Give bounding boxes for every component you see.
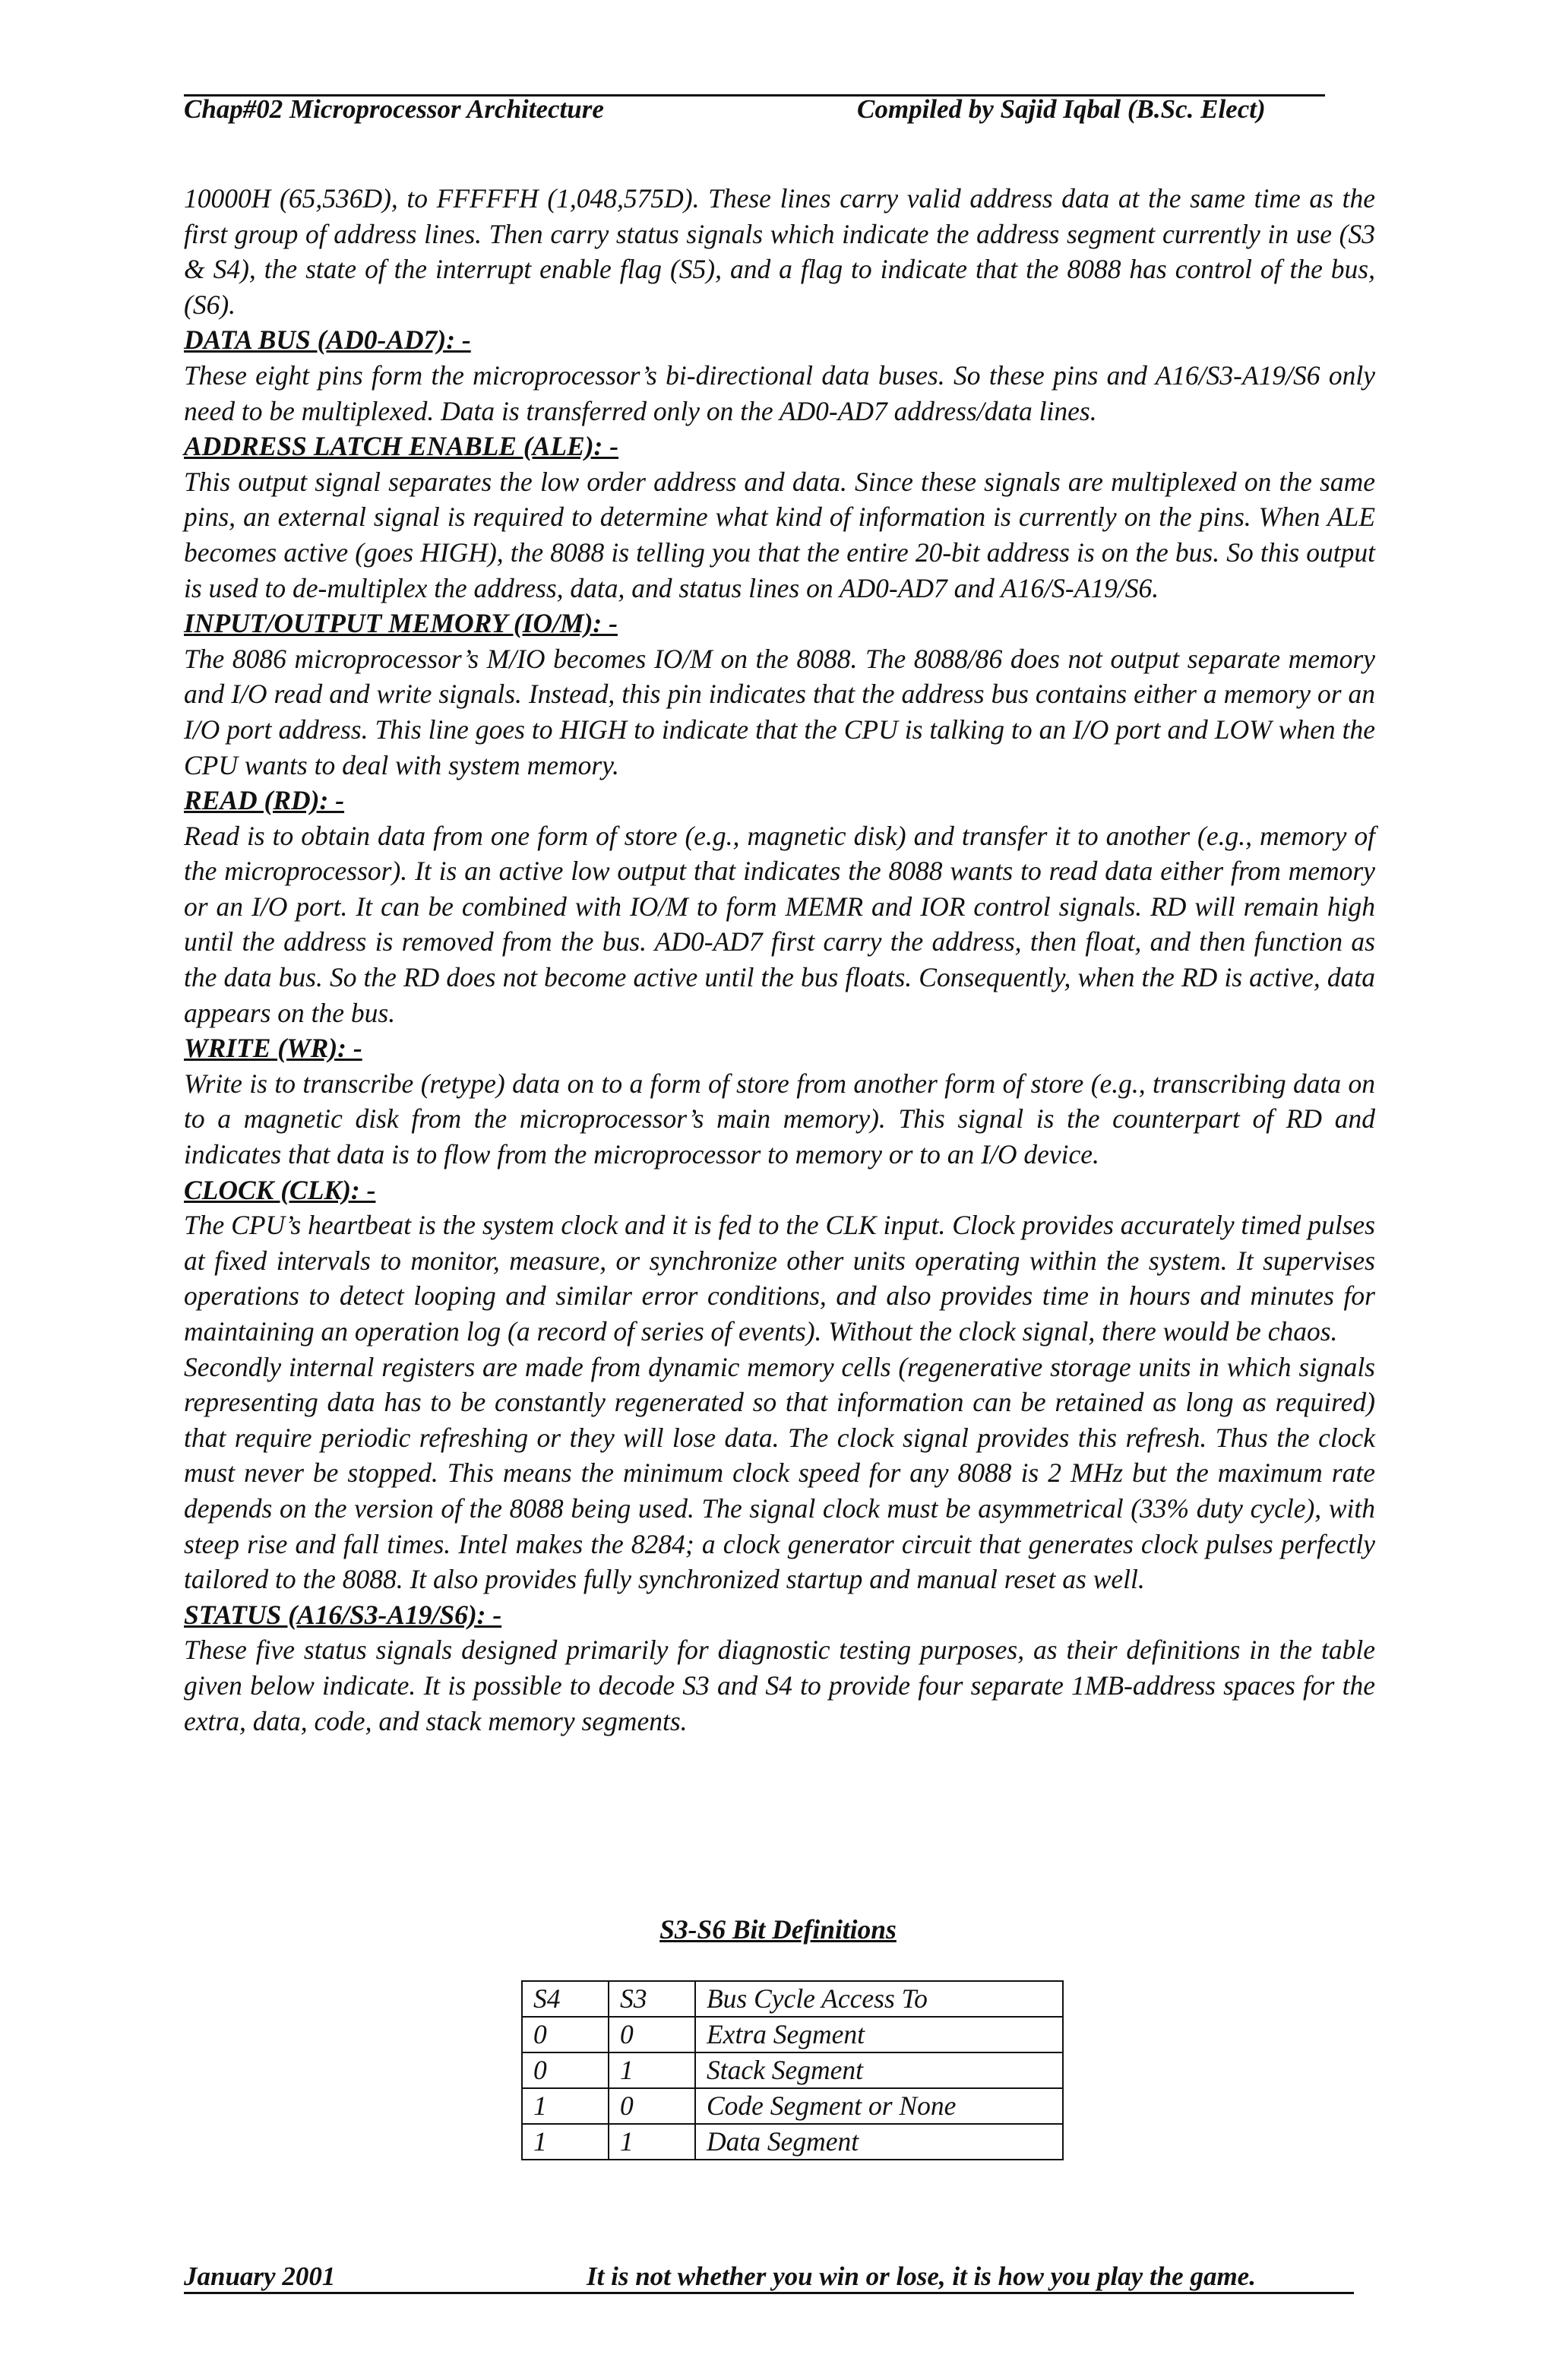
- section-heading: STATUS (A16/S3-A19/S6): -: [184, 1599, 502, 1630]
- table-title: S3-S6 Bit Definitions: [659, 1914, 897, 1945]
- section-paragraph: Secondly internal registers are made from dynamic memory cells (regenerative storage units in which signals representing data has to be constantly regenerated so that information can be retained as long as required) that require periodic refreshing or they will lose data. The clock signal provides this refresh. Thus the clock must never be stopped. This means the minimum clock speed for any 8088 is 2 MHz but the maximum rate depends on the version of the 8088 being used. The signal clock must be asymmetrical (33% duty cycle), with steep rise and fall times. Intel makes the 8284; a clock generator circuit that generates clock pulses perfectly tailored to the 8088. It also provides fully synchronized startup and manual reset as well.: [184, 1351, 1375, 1595]
- section-status: [184, 1597, 1375, 1739]
- table-cell: Extra Segment: [695, 2017, 1063, 2052]
- section-paragraph: These five status signals designed primarily for diagnostic testing purposes, as their definitions in the table given below indicate. It is possible to decode S3 and S4 to provide four separate 1MB-address spaces for the extra, data, code, and stack memory segments.: [184, 1635, 1375, 1736]
- table-cell: 1: [609, 2052, 695, 2088]
- table-cell: S4: [522, 1981, 609, 2017]
- table-cell: 1: [522, 2088, 609, 2124]
- section-heading: CLOCK (CLK): -: [184, 1174, 376, 1205]
- section-heading: ADDRESS LATCH ENABLE (ALE): -: [184, 431, 619, 462]
- section-heading: READ (RD): -: [184, 785, 345, 816]
- section-ale: [184, 429, 1375, 606]
- table-cell: Bus Cycle Access To: [695, 1981, 1063, 2017]
- table-row: [522, 2052, 1063, 2088]
- table-cell: 0: [522, 2017, 609, 2052]
- section-paragraph: The CPU’s heartbeat is the system clock and it is fed to the CLK input. Clock provides accurately timed pulses at fixed intervals to monitor, measure, or synchronize other units operating within the system. It supervises operations to detect looping and similar error conditions, and also provides time in hours and minutes for maintaining an operation log (a record of series of events). Without the clock signal, there would be chaos.: [184, 1210, 1375, 1347]
- table-cell: 1: [522, 2124, 609, 2160]
- table-header-row: [522, 1981, 1063, 2017]
- section-read: [184, 783, 1375, 1030]
- section-paragraph: Read is to obtain data from one form of store (e.g., magnetic disk) and transfer it to another (e.g., memory of the microprocessor). It is an active low output that indicates the 8088 wants to read data either from memory or an I/O port. It can be combined with IO/M to form MEMR and IOR control signals. RD will remain high until the address is removed from the bus. AD0-AD7 first carry the address, then float, and then function as the data bus. So the RD does not become active until the bus floats. Consequently, when the RD is active, data appears on the bus.: [184, 820, 1375, 1028]
- table-cell: 0: [609, 2088, 695, 2124]
- table-cell: Data Segment: [695, 2124, 1063, 2160]
- page-content: [184, 181, 1375, 1739]
- section-paragraph: The 8086 microprocessor’s M/IO becomes IO/M on the 8088. The 8088/86 does not output separate memory and I/O read and write signals. Instead, this pin indicates that the address bus contains either a memory or an I/O port address. This line goes to HIGH to indicate that the CPU is talking to an I/O port and LOW when the CPU wants to deal with system memory.: [184, 643, 1375, 780]
- section-heading: WRITE (WR): -: [184, 1033, 362, 1064]
- table-cell: S3: [609, 1981, 695, 2017]
- section-clock: [184, 1173, 1375, 1597]
- table-cell: 1: [609, 2124, 695, 2160]
- section-heading: DATA BUS (AD0-AD7): -: [184, 324, 471, 356]
- section-paragraph: This output signal separates the low order address and data. Since these signals are multiplexed on the same pins, an external signal is required to determine what kind of information is currently on the pins. When ALE becomes active (goes HIGH), the 8088 is telling you that the entire 20-bit address is on the bus. So this output is used to de-multiplex the address, data, and status lines on AD0-AD7 and A16/S-A19/S6.: [184, 466, 1375, 603]
- intro-paragraph: 10000H (65,536D), to FFFFFH (1,048,575D). These lines carry valid address data at the same time as the first group of address lines. Then carry status signals which indicate the address segment currently in use (S3 & S4), the state of the interrupt enable flag (S5), and a flag to indicate that the 8088 has control of the bus, (S6).: [184, 183, 1375, 320]
- page-footer: [184, 2261, 1354, 2294]
- table-cell: 0: [522, 2052, 609, 2088]
- page-header: [184, 94, 1325, 124]
- table-cell: 0: [609, 2017, 695, 2052]
- section-io-m: [184, 606, 1375, 783]
- header-chapter-title: Chap#02 Microprocessor Architecture: [184, 94, 604, 124]
- header-compiler-credit: Compiled by Sajid Iqbal (B.Sc. Elect): [857, 94, 1266, 124]
- section-write: [184, 1030, 1375, 1172]
- table-cell: Stack Segment: [695, 2052, 1063, 2088]
- section-paragraph: Write is to transcribe (retype) data on to a form of store from another form of store (e.g., transcribing data on to a magnetic disk from the microprocessor’s main memory). This signal is the counterpart of RD and indicates that data is to flow from the microprocessor to memory or to an I/O device.: [184, 1068, 1375, 1170]
- table-row: [522, 2088, 1063, 2124]
- footer-quote: It is not whether you win or lose, it is how you play the game.: [587, 2261, 1256, 2291]
- table-cell: Code Segment or None: [695, 2088, 1063, 2124]
- table-row: [522, 2017, 1063, 2052]
- section-data-bus: [184, 322, 1375, 429]
- table-row: [522, 2124, 1063, 2160]
- section-paragraph: These eight pins form the microprocessor’s bi-directional data buses. So these pins and A16/S3-A19/S6 only need to be multiplexed. Data is transferred only on the AD0-AD7 address/data lines.: [184, 359, 1375, 426]
- section-heading: INPUT/OUTPUT MEMORY (IO/M): -: [184, 608, 618, 639]
- bit-definitions-table: [521, 1980, 1064, 2160]
- footer-date: January 2001: [184, 2261, 336, 2291]
